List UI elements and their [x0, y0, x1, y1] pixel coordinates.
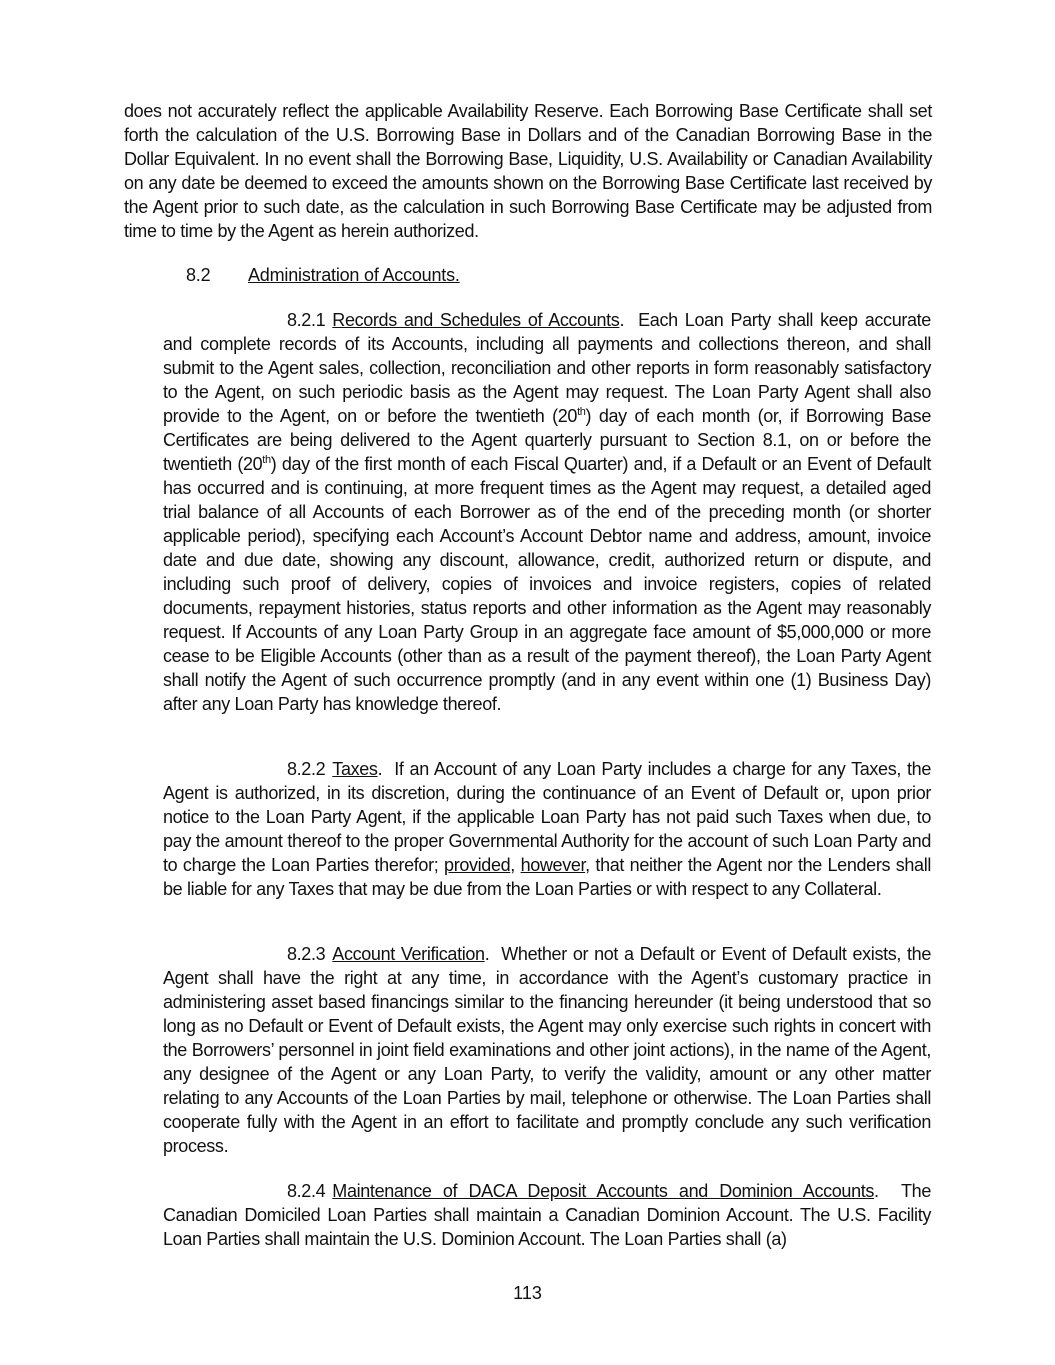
subsection-number: 8.2.2 — [287, 759, 326, 779]
subsection-text: The Canadian Domiciled Loan Parties shall maintain a Canadian Dominion Account. The U.S. Facility Loan Parties shall maintain the U.S. Dominion Account. The Loan Parties shall (a) — [163, 1181, 931, 1249]
subsection-text: ) day of each month (or, if Borrowing Base Certificates are being delivered to the Agent quarterly pursuant to Section 8.1, on or before the twentieth (20 — [163, 406, 931, 474]
subsection-title-suffix: . — [484, 944, 490, 964]
subsection-number: 8.2.1 — [287, 310, 326, 330]
section-heading — [186, 263, 460, 287]
subsection-title: Maintenance of DACA Deposit Accounts and Dominion Accounts — [332, 1181, 875, 1201]
provided-term: provided — [444, 855, 511, 875]
subsection-title: Taxes — [332, 759, 378, 779]
page-number: 113 — [513, 1283, 542, 1303]
subsection-title-suffix: . — [619, 310, 625, 330]
subsection-8-2-3 — [163, 942, 931, 1158]
section-title: Administration of Accounts. — [248, 265, 460, 285]
subsection-title-suffix: . — [874, 1181, 879, 1201]
intro-paragraph: does not accurately reflect the applicable Availability Reserve. Each Borrowing Base Certificate shall set forth the calculation of the U.S. Borrowing Base in Dollars and of the Canadian Borrowing Base in the Dollar Equivalent. In no event shall the Borrowing Base, Liquidity, U.S. Availability or Canadian Availability on any date be deemed to exceed the amounts shown on the Borrowing Base Certificate last received by the Agent prior to such date, as the calculation in such Borrowing Base Certificate may be adjusted from time to time by the Agent as herein authorized. — [124, 101, 932, 241]
subsection-text: If an Account of any Loan Party includes a charge for any Taxes, the Agent is authorized, in its discretion, during the continuance of an Event of Default or, upon prior notice to the Loan Party Agent, if the applicable Loan Party has not paid such Taxes when due, to pay the amount thereof to the proper Governmental Authority for the account of such Loan Party and to charge the Loan Parties therefor; — [163, 759, 931, 875]
subsection-title: Account Verification — [332, 944, 485, 964]
subsection-text: Whether or not a Default or Event of Default exists, the Agent shall have the right at any time, in accordance with the Agent’s customary practice in administering asset based financings similar to the financing hereunder (it being understood that so long as no Default or Event of Default exists, the Agent may only exercise such rights in concert with the Borrowers’ personnel in joint field examinations and other joint actions), in the name of the Agent, any designee of the Agent or any Loan Party, to verify the validity, amount or any other matter relating to any Accounts of the Loan Parties by mail, telephone or otherwise. The Loan Parties shall cooperate fully with the Agent in an effort to facilitate and promptly conclude any such verification process. — [163, 944, 931, 1156]
subsection-number: 8.2.4 — [287, 1181, 326, 1201]
subsection-text: ) day of the first month of each Fiscal Quarter) and, if a Default or an Event of Default has occurred and is continuing, at more frequent times as the Agent may request, a detailed aged trial balance of all Accounts of each Borrower as of the end of the preceding month (or shorter applicable period), specifying each Account’s Account Debtor name and address, amount, invoice date and due date, showing any discount, allowance, credit, authorized return or dispute, and including such proof of delivery, copies of invoices and invoice registers, copies of related documents, repayment histories, status reports and other information as the Agent may reasonably request. If Accounts of any Loan Party Group in an aggregate face amount of $5,000,000 or more cease to be Eligible Accounts (other than as a result of the payment thereof), the Loan Party Agent shall notify the Agent of such occurrence promptly (and in any event within one (1) Business Day) after any Loan Party has knowledge thereof. — [163, 454, 931, 714]
subsection-8-2-2 — [163, 757, 931, 901]
however-term: however — [520, 855, 586, 875]
ordinal-suffix: th — [262, 454, 271, 466]
term-separator: , — [510, 855, 515, 875]
section-number: 8.2 — [186, 265, 211, 285]
subsection-8-2-4 — [163, 1179, 931, 1251]
subsection-8-2-1 — [163, 308, 931, 716]
subsection-number: 8.2.3 — [287, 944, 326, 964]
subsection-title-suffix: . — [377, 759, 383, 779]
subsection-text: , that neither the Agent nor the Lenders shall be liable for any Taxes that may be due from the Loan Parties or with respect to any Collateral. — [163, 855, 932, 899]
ordinal-suffix: th — [577, 406, 586, 418]
subsection-text: Each Loan Party shall keep accurate and complete records of its Accounts, including all payments and collections thereon, and shall submit to the Agent sales, collection, reconciliation and other reports in form reasonably satisfactory to the Agent, on such periodic basis as the Agent may request. The Loan Party Agent shall also provide to the Agent, on or before the twentieth (20 — [163, 310, 931, 426]
subsection-title: Records and Schedules of Accounts — [332, 310, 620, 330]
